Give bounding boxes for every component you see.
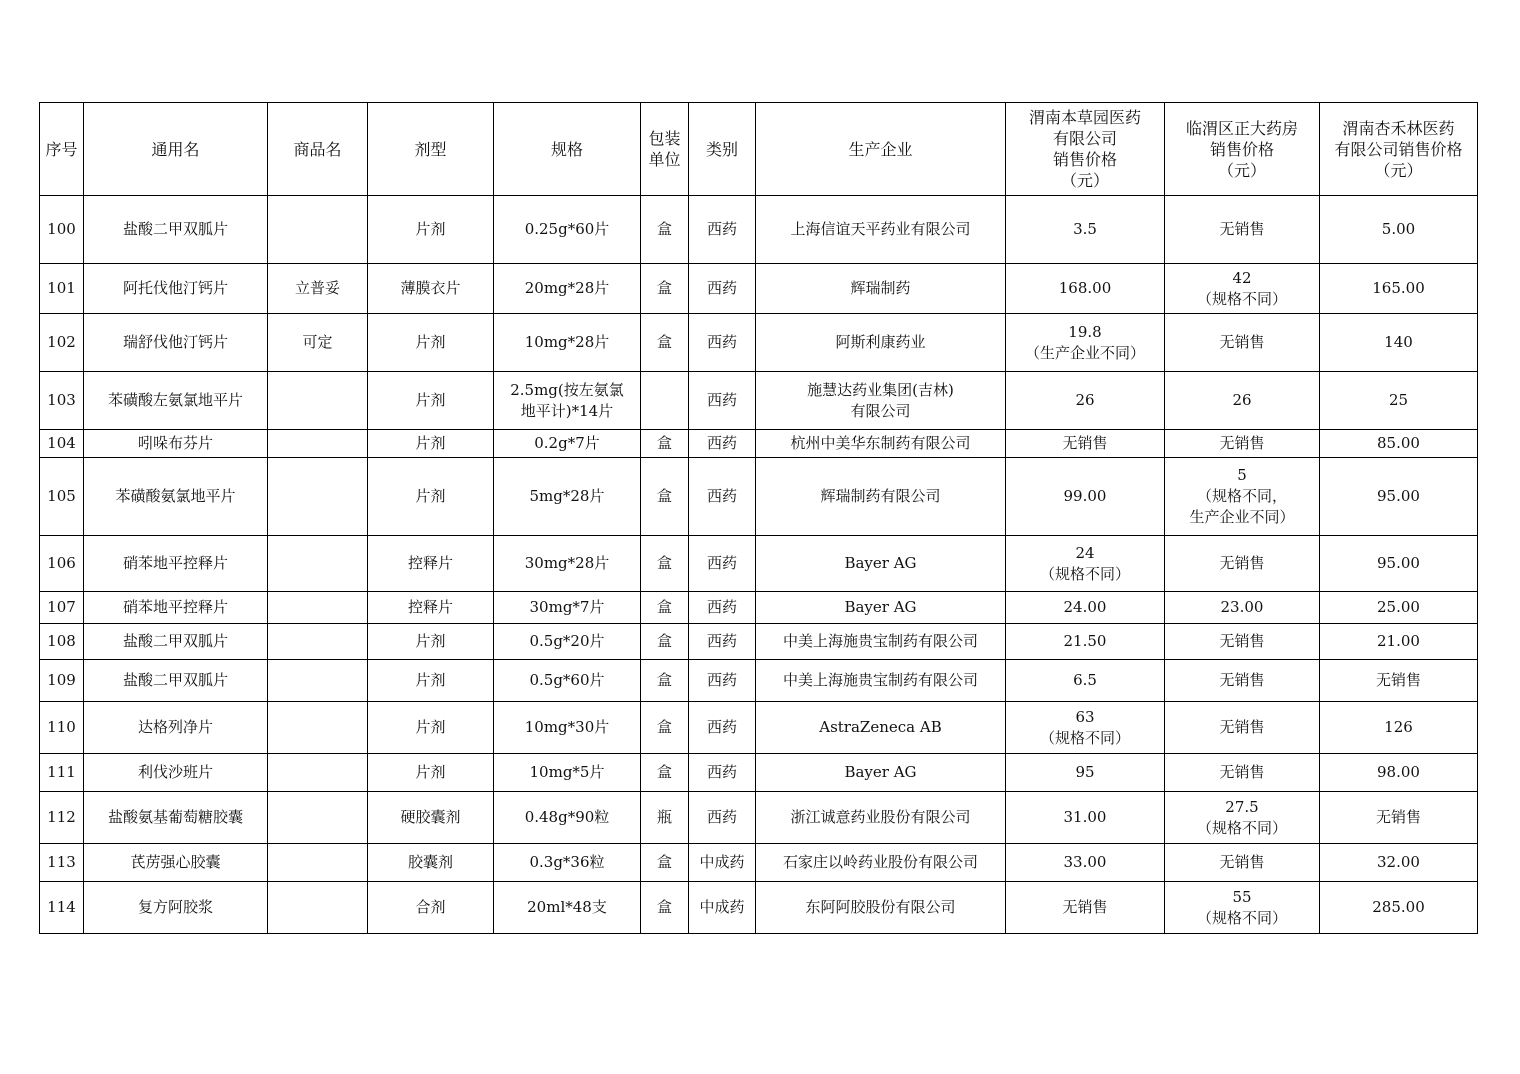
cell-manufacturer: 阿斯利康药业 <box>756 314 1006 372</box>
cell-manufacturer: 施慧达药业集团(吉林) 有限公司 <box>756 372 1006 430</box>
table-row <box>40 844 1478 882</box>
cell-category: 西药 <box>689 430 756 458</box>
cell-package-unit: 盒 <box>641 536 689 592</box>
table-row <box>40 624 1478 660</box>
table-row <box>40 264 1478 314</box>
cell-price-zhengda: 42 （规格不同） <box>1165 264 1320 314</box>
cell-manufacturer: Bayer AG <box>756 754 1006 792</box>
cell-seq: 107 <box>40 592 84 624</box>
cell-category: 中成药 <box>689 844 756 882</box>
cell-package-unit: 盒 <box>641 430 689 458</box>
cell-dosage-form: 片剂 <box>368 624 494 660</box>
cell-price-benchcaoyuan: 6.5 <box>1006 660 1165 702</box>
cell-category: 西药 <box>689 702 756 754</box>
cell-generic-name: 盐酸二甲双胍片 <box>84 624 268 660</box>
table-row <box>40 702 1478 754</box>
header-seq: 序号 <box>40 103 84 196</box>
cell-category: 西药 <box>689 792 756 844</box>
cell-price-benchcaoyuan: 95 <box>1006 754 1165 792</box>
cell-brand-name <box>268 536 368 592</box>
cell-manufacturer: 中美上海施贵宝制药有限公司 <box>756 624 1006 660</box>
header-dosage-form: 剂型 <box>368 103 494 196</box>
cell-price-benchcaoyuan: 33.00 <box>1006 844 1165 882</box>
cell-generic-name: 芪苈强心胶囊 <box>84 844 268 882</box>
cell-category: 西药 <box>689 754 756 792</box>
cell-seq: 114 <box>40 882 84 934</box>
cell-dosage-form: 片剂 <box>368 660 494 702</box>
cell-spec: 30mg*7片 <box>494 592 641 624</box>
cell-manufacturer: 辉瑞制药 <box>756 264 1006 314</box>
cell-dosage-form: 片剂 <box>368 702 494 754</box>
price-table <box>39 102 1478 934</box>
cell-spec: 20mg*28片 <box>494 264 641 314</box>
header-price-xingelin: 渭南杏禾林医药 有限公司销售价格 （元） <box>1320 103 1478 196</box>
cell-package-unit: 盒 <box>641 592 689 624</box>
cell-manufacturer: 中美上海施贵宝制药有限公司 <box>756 660 1006 702</box>
cell-seq: 102 <box>40 314 84 372</box>
cell-price-zhengda: 无销售 <box>1165 624 1320 660</box>
cell-seq: 106 <box>40 536 84 592</box>
cell-price-zhengda: 无销售 <box>1165 430 1320 458</box>
header-row <box>40 103 1478 196</box>
cell-price-zhengda: 55 （规格不同） <box>1165 882 1320 934</box>
cell-package-unit: 盒 <box>641 702 689 754</box>
cell-generic-name: 盐酸二甲双胍片 <box>84 196 268 264</box>
cell-generic-name: 苯磺酸氨氯地平片 <box>84 458 268 536</box>
cell-spec: 0.48g*90粒 <box>494 792 641 844</box>
cell-package-unit: 盒 <box>641 314 689 372</box>
cell-dosage-form: 片剂 <box>368 754 494 792</box>
cell-manufacturer: Bayer AG <box>756 536 1006 592</box>
table-row <box>40 792 1478 844</box>
cell-seq: 110 <box>40 702 84 754</box>
cell-price-benchcaoyuan: 21.50 <box>1006 624 1165 660</box>
cell-spec: 0.25g*60片 <box>494 196 641 264</box>
cell-generic-name: 盐酸氨基葡萄糖胶囊 <box>84 792 268 844</box>
cell-price-xingelin: 85.00 <box>1320 430 1478 458</box>
cell-manufacturer: 石家庄以岭药业股份有限公司 <box>756 844 1006 882</box>
cell-price-xingelin: 无销售 <box>1320 660 1478 702</box>
cell-generic-name: 硝苯地平控释片 <box>84 536 268 592</box>
cell-price-xingelin: 25 <box>1320 372 1478 430</box>
cell-price-zhengda: 无销售 <box>1165 536 1320 592</box>
cell-price-benchcaoyuan: 19.8 （生产企业不同） <box>1006 314 1165 372</box>
cell-seq: 100 <box>40 196 84 264</box>
cell-package-unit: 盒 <box>641 196 689 264</box>
cell-spec: 10mg*28片 <box>494 314 641 372</box>
cell-price-zhengda: 无销售 <box>1165 196 1320 264</box>
cell-price-zhengda: 27.5 （规格不同） <box>1165 792 1320 844</box>
cell-seq: 113 <box>40 844 84 882</box>
cell-dosage-form: 硬胶囊剂 <box>368 792 494 844</box>
cell-dosage-form: 片剂 <box>368 372 494 430</box>
table-row <box>40 196 1478 264</box>
cell-price-xingelin: 25.00 <box>1320 592 1478 624</box>
cell-price-xingelin: 32.00 <box>1320 844 1478 882</box>
cell-price-xingelin: 98.00 <box>1320 754 1478 792</box>
cell-dosage-form: 片剂 <box>368 458 494 536</box>
cell-brand-name <box>268 592 368 624</box>
cell-price-zhengda: 26 <box>1165 372 1320 430</box>
cell-price-xingelin: 无销售 <box>1320 792 1478 844</box>
cell-price-zhengda: 无销售 <box>1165 702 1320 754</box>
cell-price-zhengda: 无销售 <box>1165 844 1320 882</box>
cell-price-zhengda: 无销售 <box>1165 660 1320 702</box>
cell-brand-name <box>268 844 368 882</box>
cell-package-unit: 盒 <box>641 844 689 882</box>
table-body <box>40 196 1478 934</box>
cell-price-benchcaoyuan: 24 （规格不同） <box>1006 536 1165 592</box>
cell-price-benchcaoyuan: 31.00 <box>1006 792 1165 844</box>
cell-brand-name <box>268 372 368 430</box>
cell-spec: 5mg*28片 <box>494 458 641 536</box>
cell-seq: 104 <box>40 430 84 458</box>
cell-seq: 105 <box>40 458 84 536</box>
cell-spec: 0.5g*20片 <box>494 624 641 660</box>
cell-category: 西药 <box>689 196 756 264</box>
cell-generic-name: 吲哚布芬片 <box>84 430 268 458</box>
cell-generic-name: 达格列净片 <box>84 702 268 754</box>
cell-spec: 30mg*28片 <box>494 536 641 592</box>
cell-package-unit: 盒 <box>641 458 689 536</box>
cell-seq: 108 <box>40 624 84 660</box>
cell-package-unit: 盒 <box>641 882 689 934</box>
cell-package-unit: 盒 <box>641 660 689 702</box>
cell-category: 西药 <box>689 314 756 372</box>
cell-brand-name: 立普妥 <box>268 264 368 314</box>
cell-price-benchcaoyuan: 无销售 <box>1006 882 1165 934</box>
header-brand-name: 商品名 <box>268 103 368 196</box>
cell-category: 西药 <box>689 372 756 430</box>
header-price-benchcaoyuan: 渭南本草园医药 有限公司 销售价格 （元） <box>1006 103 1165 196</box>
cell-manufacturer: 杭州中美华东制药有限公司 <box>756 430 1006 458</box>
cell-price-xingelin: 95.00 <box>1320 536 1478 592</box>
cell-price-xingelin: 126 <box>1320 702 1478 754</box>
cell-price-xingelin: 165.00 <box>1320 264 1478 314</box>
cell-spec: 2.5mg(按左氨氯 地平计)*14片 <box>494 372 641 430</box>
cell-brand-name <box>268 458 368 536</box>
cell-brand-name <box>268 754 368 792</box>
cell-price-xingelin: 21.00 <box>1320 624 1478 660</box>
cell-spec: 0.5g*60片 <box>494 660 641 702</box>
cell-dosage-form: 合剂 <box>368 882 494 934</box>
table-row <box>40 592 1478 624</box>
table-row <box>40 458 1478 536</box>
cell-category: 西药 <box>689 536 756 592</box>
cell-price-zhengda: 无销售 <box>1165 314 1320 372</box>
cell-brand-name: 可定 <box>268 314 368 372</box>
cell-manufacturer: Bayer AG <box>756 592 1006 624</box>
cell-brand-name <box>268 624 368 660</box>
table-row <box>40 536 1478 592</box>
cell-brand-name <box>268 430 368 458</box>
cell-category: 西药 <box>689 624 756 660</box>
cell-price-benchcaoyuan: 3.5 <box>1006 196 1165 264</box>
cell-seq: 111 <box>40 754 84 792</box>
header-spec: 规格 <box>494 103 641 196</box>
table-row <box>40 660 1478 702</box>
cell-generic-name: 盐酸二甲双胍片 <box>84 660 268 702</box>
cell-brand-name <box>268 882 368 934</box>
cell-dosage-form: 控释片 <box>368 536 494 592</box>
cell-package-unit: 盒 <box>641 624 689 660</box>
header-manufacturer: 生产企业 <box>756 103 1006 196</box>
cell-category: 西药 <box>689 264 756 314</box>
table-row <box>40 882 1478 934</box>
cell-generic-name: 利伐沙班片 <box>84 754 268 792</box>
cell-dosage-form: 胶囊剂 <box>368 844 494 882</box>
cell-price-benchcaoyuan: 168.00 <box>1006 264 1165 314</box>
table-row <box>40 430 1478 458</box>
cell-price-xingelin: 285.00 <box>1320 882 1478 934</box>
cell-spec: 20ml*48支 <box>494 882 641 934</box>
cell-price-zhengda: 5 （规格不同， 生产企业不同） <box>1165 458 1320 536</box>
cell-price-benchcaoyuan: 63 （规格不同） <box>1006 702 1165 754</box>
header-price-zhengda: 临渭区正大药房 销售价格 （元） <box>1165 103 1320 196</box>
cell-generic-name: 复方阿胶浆 <box>84 882 268 934</box>
cell-price-xingelin: 95.00 <box>1320 458 1478 536</box>
cell-manufacturer: 上海信谊天平药业有限公司 <box>756 196 1006 264</box>
cell-price-benchcaoyuan: 26 <box>1006 372 1165 430</box>
cell-price-xingelin: 5.00 <box>1320 196 1478 264</box>
cell-dosage-form: 控释片 <box>368 592 494 624</box>
cell-generic-name: 硝苯地平控释片 <box>84 592 268 624</box>
cell-dosage-form: 片剂 <box>368 314 494 372</box>
cell-dosage-form: 片剂 <box>368 196 494 264</box>
cell-package-unit <box>641 372 689 430</box>
cell-spec: 0.3g*36粒 <box>494 844 641 882</box>
cell-manufacturer: 浙江诚意药业股份有限公司 <box>756 792 1006 844</box>
cell-brand-name <box>268 702 368 754</box>
cell-seq: 112 <box>40 792 84 844</box>
table-row <box>40 372 1478 430</box>
cell-price-benchcaoyuan: 无销售 <box>1006 430 1165 458</box>
cell-generic-name: 苯磺酸左氨氯地平片 <box>84 372 268 430</box>
table-row <box>40 754 1478 792</box>
cell-seq: 109 <box>40 660 84 702</box>
cell-dosage-form: 片剂 <box>368 430 494 458</box>
cell-category: 西药 <box>689 660 756 702</box>
cell-spec: 10mg*30片 <box>494 702 641 754</box>
cell-brand-name <box>268 792 368 844</box>
cell-seq: 101 <box>40 264 84 314</box>
cell-seq: 103 <box>40 372 84 430</box>
header-generic-name: 通用名 <box>84 103 268 196</box>
cell-category: 西药 <box>689 592 756 624</box>
cell-price-benchcaoyuan: 99.00 <box>1006 458 1165 536</box>
cell-brand-name <box>268 660 368 702</box>
cell-brand-name <box>268 196 368 264</box>
cell-category: 西药 <box>689 458 756 536</box>
cell-price-zhengda: 23.00 <box>1165 592 1320 624</box>
table-row <box>40 314 1478 372</box>
cell-manufacturer: 辉瑞制药有限公司 <box>756 458 1006 536</box>
cell-package-unit: 瓶 <box>641 792 689 844</box>
cell-dosage-form: 薄膜衣片 <box>368 264 494 314</box>
cell-manufacturer: 东阿阿胶股份有限公司 <box>756 882 1006 934</box>
cell-spec: 10mg*5片 <box>494 754 641 792</box>
cell-category: 中成药 <box>689 882 756 934</box>
header-package-unit: 包装 单位 <box>641 103 689 196</box>
header-category: 类别 <box>689 103 756 196</box>
cell-price-benchcaoyuan: 24.00 <box>1006 592 1165 624</box>
cell-spec: 0.2g*7片 <box>494 430 641 458</box>
cell-generic-name: 瑞舒伐他汀钙片 <box>84 314 268 372</box>
cell-package-unit: 盒 <box>641 264 689 314</box>
cell-package-unit: 盒 <box>641 754 689 792</box>
cell-price-xingelin: 140 <box>1320 314 1478 372</box>
cell-manufacturer: AstraZeneca AB <box>756 702 1006 754</box>
cell-price-zhengda: 无销售 <box>1165 754 1320 792</box>
cell-generic-name: 阿托伐他汀钙片 <box>84 264 268 314</box>
